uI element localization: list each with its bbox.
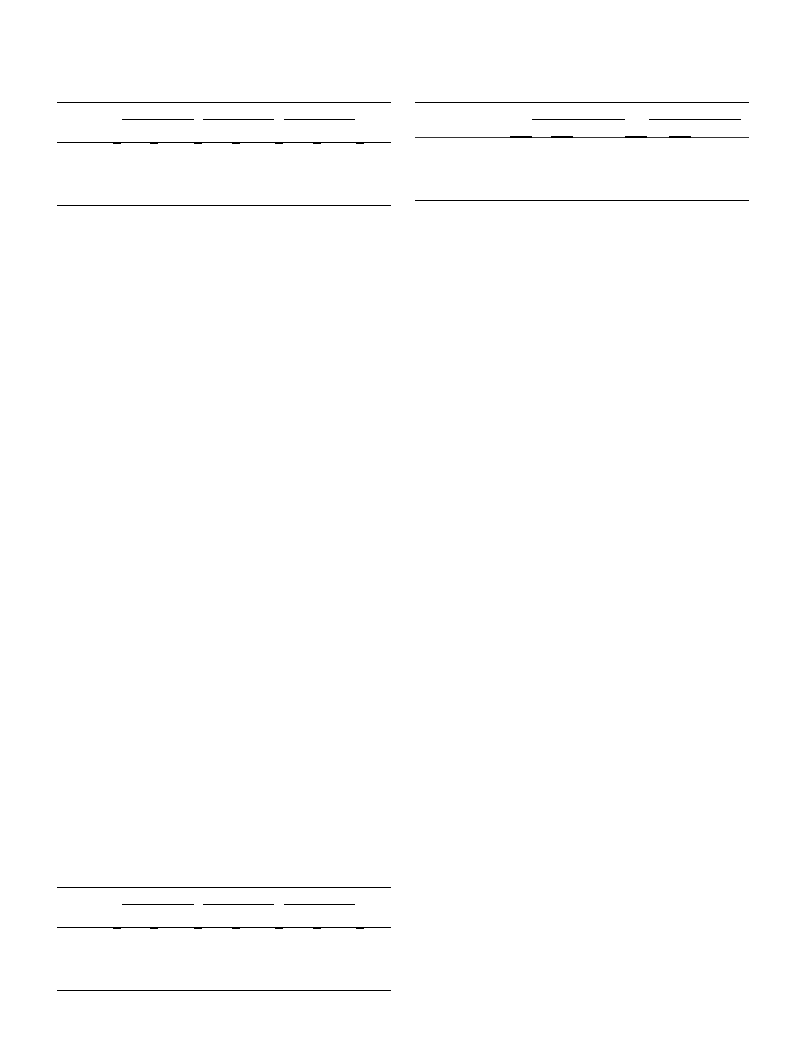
column-group-rule-2 xyxy=(203,904,274,905)
header-tick-7 xyxy=(356,927,364,929)
table-top-rule xyxy=(57,887,391,888)
header-tick-5 xyxy=(275,927,283,929)
header-tick-3 xyxy=(194,927,202,929)
header-tick-2 xyxy=(150,927,158,929)
column-group-rule-3 xyxy=(284,904,355,905)
column-group-rule-1 xyxy=(122,904,194,905)
header-tick-6 xyxy=(313,927,321,929)
table-header-rule xyxy=(57,927,391,928)
table-bottom-rule xyxy=(57,990,391,991)
header-tick-1 xyxy=(113,927,121,929)
header-tick-4 xyxy=(232,927,240,929)
